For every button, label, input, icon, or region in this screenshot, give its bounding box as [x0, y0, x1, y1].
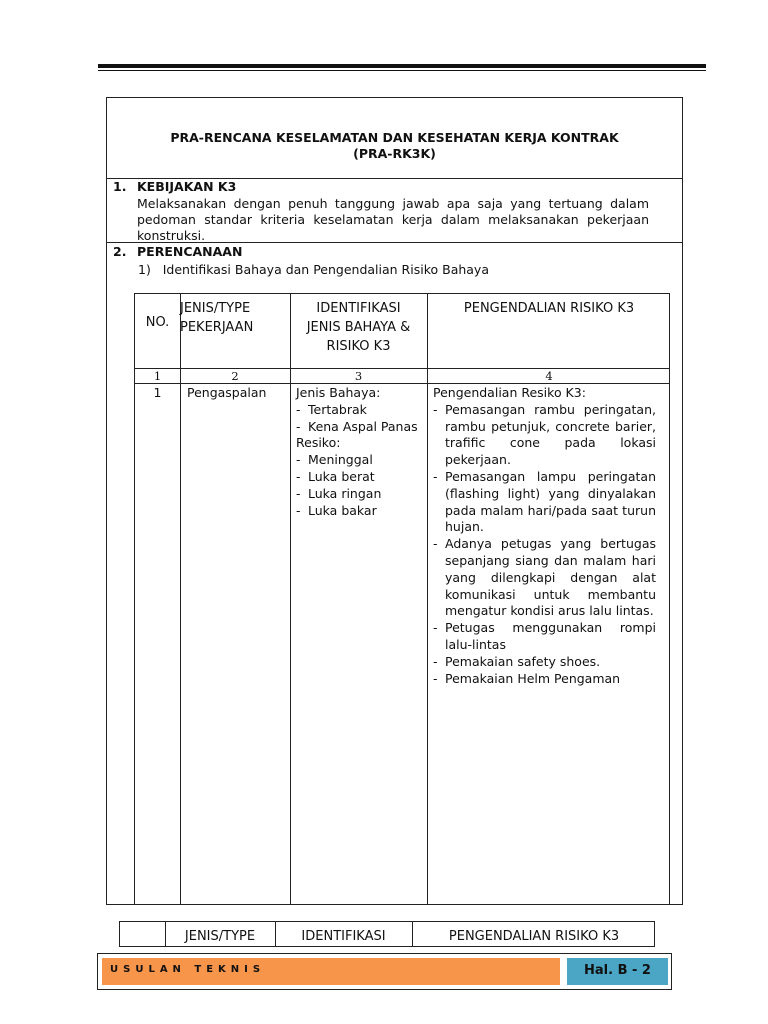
header-rule-thin: [98, 70, 706, 71]
pengendalian-label: Pengendalian Resiko K3:: [433, 385, 586, 400]
bahaya-list: [296, 402, 424, 436]
header-jenis: JENIS/TYPE PEKERJAAN: [180, 301, 254, 335]
section-1-heading: KEBIJAKAN K3: [137, 179, 237, 194]
title-line-1: PRA-RENCANA KESELAMATAN DAN KESEHATAN KERJA KONTRAK: [170, 130, 619, 145]
page-number: Hal. B - 2: [584, 963, 651, 978]
list-item: - Pemakaian Helm Pengaman: [433, 670, 621, 686]
colnum-2: 2: [231, 369, 239, 383]
list-item: - Pemakaian safety shoes.: [433, 653, 601, 669]
colnum-3: 3: [354, 369, 363, 383]
list-item: - Meninggal: [296, 452, 373, 468]
row-pengendalian: [433, 385, 656, 687]
np-header-pengendalian: PENGENDALIAN RISIKO K3: [448, 929, 620, 944]
resiko-label: Resiko:: [296, 435, 341, 451]
row-identifikasi: [296, 385, 424, 519]
title-line-2: (PRA-RK3K): [353, 146, 436, 161]
col-divider-3: [427, 294, 428, 904]
list-item: - Kena Aspal Panas: [296, 418, 418, 434]
bahaya-label: Jenis Bahaya:: [296, 385, 381, 400]
row-no: 1: [153, 385, 162, 400]
list-item: - Pemasangan rambu peringatan, rambu petunjuk, concrete barier, trafific cone pada lokasi pekerjaan.: [433, 401, 656, 468]
np-header-identifikasi: IDENTIFIKASI: [301, 929, 386, 944]
footer-page-band: [567, 958, 668, 985]
section-1-number: 1.: [113, 179, 127, 194]
row-jenis: Pengaspalan: [187, 385, 267, 400]
col-divider-2: [290, 294, 291, 904]
list-item: - Adanya petugas yang bertugas sepanjang siang dan malam hari yang dilengkapi dengan alat komunikasi untuk membantu mengatur kondisi arus lalu lintas.: [433, 536, 656, 619]
resiko-list: [296, 452, 424, 519]
np-header-jenis: JENIS/TYPE: [184, 929, 256, 944]
header-identifikasi: IDENTIFIKASI JENIS BAHAYA & RISIKO K3: [306, 301, 411, 354]
page-title: [106, 130, 683, 162]
footer-label-band: [102, 958, 560, 985]
section-2-heading: PERENCANAAN: [137, 244, 243, 259]
colnum-4: 4: [545, 369, 553, 383]
header-pengendalian: PENGENDALIAN RISIKO K3: [463, 301, 635, 316]
next-page-table-header: [119, 921, 655, 947]
list-item: - Luka ringan: [296, 485, 382, 501]
section-2-number: 2.: [113, 244, 127, 259]
footer-bar: [97, 953, 672, 990]
pengendalian-list: [433, 402, 656, 688]
list-item: - Pemasangan lampu peringatan (flashing light) yang dinyalakan pada malam hari/pada saat turun hujan.: [433, 468, 656, 535]
colnum-1: 1: [153, 369, 162, 383]
header-rule-thick: [98, 64, 706, 68]
footer-label: USULAN TEKNIS: [110, 964, 266, 975]
list-item: - Tertabrak: [296, 401, 367, 417]
col-divider-1: [180, 294, 181, 904]
colnum-divider: [135, 383, 669, 384]
section-2-subitem: 1) Identifikasi Bahaya dan Pengendalian Risiko Bahaya: [138, 262, 489, 277]
list-item: - Petugas menggunakan rompi lalu-lintas: [433, 620, 656, 652]
hazard-table: [134, 293, 670, 905]
section-1-text: Melaksanakan dengan penuh tanggung jawab apa saja yang tertuang dalam pedoman standar kriteria keselamatan kerja dalam melaksanakan pekerjaan konstruksi.: [137, 196, 649, 243]
list-item: - Luka berat: [296, 468, 375, 484]
header-no: NO.: [145, 315, 170, 330]
list-item: - Luka bakar: [296, 502, 377, 518]
